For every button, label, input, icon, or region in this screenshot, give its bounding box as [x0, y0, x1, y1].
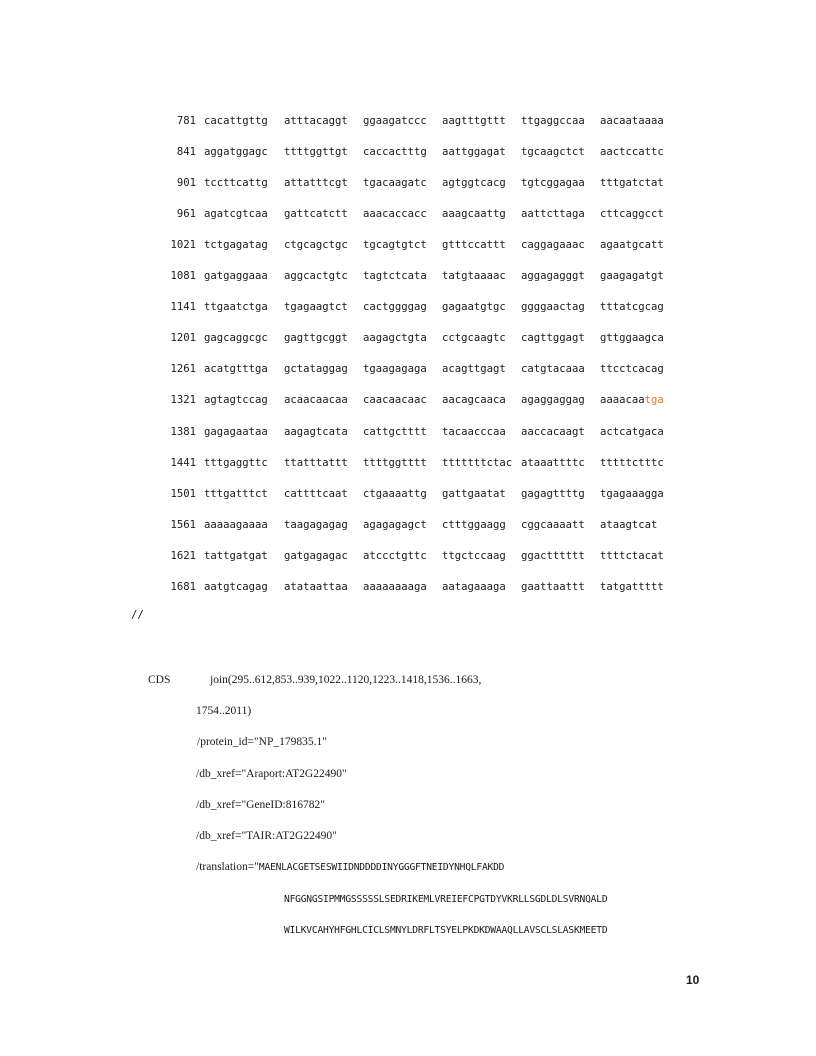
- sequence-chunk-text: caggagaaac: [521, 239, 585, 251]
- sequence-chunk: [284, 268, 348, 284]
- sequence-chunk-text: acagttgagt: [442, 363, 506, 375]
- sequence-chunk: [204, 424, 268, 440]
- sequence-chunk-text: gagaatgtgc: [442, 301, 506, 313]
- sequence-chunk: [284, 361, 348, 377]
- sequence-chunk: [600, 579, 664, 595]
- sequence-chunk-text: catgtacaaa: [521, 363, 585, 375]
- sequence-chunk-text: gagcaggcgc: [204, 332, 268, 344]
- sequence-chunk-text: aggcactgtc: [284, 270, 348, 282]
- sequence-chunk: [204, 113, 268, 129]
- sequence-chunk: [521, 268, 585, 284]
- sequence-chunk-text: cagttggagt: [521, 332, 585, 344]
- sequence-chunk-text: aattcttaga: [521, 208, 585, 220]
- sequence-chunk-text: aaacaccacc: [363, 208, 427, 220]
- sequence-chunk-text: aaaaagaaaa: [204, 519, 268, 531]
- sequence-chunk-text: tttttttctac: [442, 457, 513, 469]
- sequence-chunk-text: ttgctccaag: [442, 550, 506, 562]
- sequence-chunk-text: ctttggaagg: [442, 519, 506, 531]
- sequence-chunk: [204, 299, 268, 315]
- sequence-chunk-text: ataaattttc: [521, 457, 585, 469]
- sequence-chunk: [442, 330, 506, 346]
- sequence-chunk: [521, 299, 585, 315]
- sequence-chunk-text: ttttggtttt: [363, 457, 427, 469]
- sequence-chunk: [284, 144, 348, 160]
- sequence-line: [0, 361, 816, 377]
- sequence-chunk-text: tgagaagtct: [284, 301, 348, 313]
- sequence-chunk-text: ggggaactag: [521, 301, 585, 313]
- sequence-chunk: [600, 113, 664, 129]
- sequence-line: [0, 175, 816, 191]
- sequence-chunk: [600, 392, 664, 408]
- stop-codon-highlight: tga: [644, 394, 664, 406]
- sequence-position-number: 1561: [170, 519, 196, 531]
- sequence-chunk-text: aattggagat: [442, 146, 506, 158]
- sequence-chunk-text: aagagctgta: [363, 332, 427, 344]
- sequence-chunk-text: gagagttttg: [521, 488, 585, 500]
- sequence-chunk: [442, 486, 506, 502]
- sequence-chunk-text: tccttcattg: [204, 177, 268, 189]
- sequence-chunk: [284, 579, 348, 595]
- sequence-position-number: 1441: [170, 457, 196, 469]
- sequence-chunk-text: agagagagct: [363, 519, 427, 531]
- sequence-chunk-text: gaattaattt: [521, 581, 585, 593]
- sequence-position-number: 961: [176, 208, 196, 220]
- sequence-chunk-text: ttttctacat: [600, 550, 664, 562]
- sequence-chunk: [363, 517, 427, 533]
- sequence-chunk-text: aggatggagc: [204, 146, 268, 158]
- sequence-chunk: [600, 299, 664, 315]
- sequence-chunk-text: aaccacaagt: [521, 426, 585, 438]
- sequence-chunk-text: aaaacaa: [600, 394, 645, 406]
- sequence-chunk: [521, 361, 585, 377]
- sequence-chunk-text: caccactttg: [363, 146, 427, 158]
- db-xref-araport-qualifier: /db_xref="Araport:AT2G22490": [196, 768, 347, 780]
- sequence-position-number: 1381: [170, 426, 196, 438]
- sequence-chunk: [284, 392, 348, 408]
- sequence-chunk-text: ctgcagctgc: [284, 239, 348, 251]
- sequence-chunk-text: cacattgttg: [204, 115, 268, 127]
- sequence-chunk: [442, 144, 506, 160]
- sequence-chunk-text: ttttggttgt: [284, 146, 348, 158]
- sequence-line: [0, 579, 816, 595]
- sequence-chunk: [600, 361, 664, 377]
- sequence-chunk: [521, 455, 585, 471]
- sequence-chunk: [204, 268, 268, 284]
- sequence-chunk: [363, 455, 427, 471]
- sequence-chunk-text: cactggggag: [363, 301, 427, 313]
- sequence-chunk: [363, 392, 427, 408]
- sequence-chunk-text: aacaataaaa: [600, 115, 664, 127]
- cds-location-line-1: join(295..612,853..939,1022..1120,1223..1418,1536..1663,: [210, 674, 482, 686]
- sequence-chunk-text: aatagaaaga: [442, 581, 506, 593]
- sequence-line: [0, 144, 816, 160]
- sequence-chunk-text: tatgattttt: [600, 581, 664, 593]
- sequence-chunk: [442, 175, 506, 191]
- protein-id-qualifier: /protein_id="NP_179835.1": [197, 736, 327, 748]
- sequence-chunk-text: cattgctttt: [363, 426, 427, 438]
- sequence-chunk-text: tctgagatag: [204, 239, 268, 251]
- sequence-chunk-text: gattgaatat: [442, 488, 506, 500]
- sequence-chunk-text: gctataggag: [284, 363, 348, 375]
- sequence-chunk-text: taagagagag: [284, 519, 348, 531]
- sequence-chunk-text: aagtttgttt: [442, 115, 506, 127]
- sequence-line: [0, 237, 816, 253]
- sequence-position-number: 1321: [170, 394, 196, 406]
- page-number: 10: [686, 973, 700, 987]
- sequence-chunk: [284, 455, 348, 471]
- sequence-chunk: [363, 113, 427, 129]
- sequence-chunk: [600, 330, 664, 346]
- sequence-position-number: 1501: [170, 488, 196, 500]
- sequence-chunk: [204, 486, 268, 502]
- sequence-chunk: [204, 392, 268, 408]
- sequence-chunk: [600, 486, 664, 502]
- sequence-chunk: [284, 206, 348, 222]
- sequence-chunk: [284, 299, 348, 315]
- sequence-chunk-text: aagagtcata: [284, 426, 348, 438]
- sequence-chunk: [284, 175, 348, 191]
- sequence-chunk-text: agtagtccag: [204, 394, 268, 406]
- sequence-position-number: 1201: [170, 332, 196, 344]
- sequence-chunk: [521, 548, 585, 564]
- sequence-chunk-text: cctgcaagtc: [442, 332, 506, 344]
- sequence-chunk-text: tatgtaaaac: [442, 270, 506, 282]
- sequence-chunk: [521, 206, 585, 222]
- sequence-chunk: [363, 424, 427, 440]
- sequence-chunk-text: acatgtttga: [204, 363, 268, 375]
- sequence-chunk: [521, 486, 585, 502]
- sequence-position-number: 781: [176, 115, 196, 127]
- sequence-chunk: [204, 517, 268, 533]
- sequence-chunk-text: tttgatctat: [600, 177, 664, 189]
- sequence-chunk-text: tattgatgat: [204, 550, 268, 562]
- sequence-line: [0, 299, 816, 315]
- translation-qualifier: [196, 859, 504, 876]
- sequence-position-number: 1021: [170, 239, 196, 251]
- sequence-chunk: [600, 144, 664, 160]
- db-xref-geneid-qualifier: /db_xref="GeneID:816782": [196, 799, 325, 811]
- sequence-chunk-text: acaacaacaa: [284, 394, 348, 406]
- sequence-chunk-text: agtggtcacg: [442, 177, 506, 189]
- sequence-chunk: [204, 455, 268, 471]
- sequence-chunk-text: tacaacccaa: [442, 426, 506, 438]
- sequence-position-number: 1141: [170, 301, 196, 313]
- sequence-chunk: [600, 517, 657, 533]
- sequence-line: [0, 517, 816, 533]
- sequence-chunk: [363, 486, 427, 502]
- sequence-chunk-text: cggcaaaatt: [521, 519, 585, 531]
- translation-line-1: MAENLACGETSESWIIDNDDDDINYGGGFTNEIDYNHQLFAKDD: [258, 862, 505, 873]
- sequence-chunk: [442, 455, 512, 471]
- sequence-chunk-text: ataagtcat: [600, 519, 658, 531]
- sequence-chunk-text: gagagaataa: [204, 426, 268, 438]
- sequence-line: [0, 268, 816, 284]
- sequence-chunk: [363, 206, 427, 222]
- sequence-chunk: [284, 330, 348, 346]
- sequence-chunk-text: tttgatttct: [204, 488, 268, 500]
- sequence-chunk: [521, 517, 585, 533]
- sequence-chunk: [521, 113, 585, 129]
- sequence-chunk-text: aatgtcagag: [204, 581, 268, 593]
- sequence-chunk: [363, 144, 427, 160]
- sequence-chunk-text: tgcagtgtct: [363, 239, 427, 251]
- sequence-chunk: [204, 330, 268, 346]
- sequence-chunk: [442, 268, 506, 284]
- sequence-chunk: [204, 361, 268, 377]
- sequence-chunk: [204, 237, 268, 253]
- sequence-chunk: [442, 392, 506, 408]
- db-xref-tair-qualifier: /db_xref="TAIR:AT2G22490": [196, 830, 337, 842]
- sequence-chunk: [204, 144, 268, 160]
- sequence-chunk-text: tgacaagatc: [363, 177, 427, 189]
- sequence-chunk-text: atccctgttc: [363, 550, 427, 562]
- sequence-chunk-text: tgaagagaga: [363, 363, 427, 375]
- sequence-position-number: 1681: [170, 581, 196, 593]
- sequence-chunk-text: tgcaagctct: [521, 146, 585, 158]
- sequence-line: [0, 548, 816, 564]
- sequence-chunk-text: gattcatctt: [284, 208, 348, 220]
- sequence-chunk: [600, 206, 664, 222]
- sequence-chunk: [284, 237, 348, 253]
- sequence-chunk-text: atataattaa: [284, 581, 348, 593]
- sequence-chunk: [600, 424, 664, 440]
- sequence-chunk: [600, 268, 664, 284]
- sequence-chunk: [521, 392, 585, 408]
- sequence-chunk: [363, 175, 427, 191]
- sequence-chunk-text: ggactttttt: [521, 550, 585, 562]
- sequence-chunk-text: agaggaggag: [521, 394, 585, 406]
- sequence-chunk-text: ttgaatctga: [204, 301, 268, 313]
- sequence-chunk: [363, 299, 427, 315]
- sequence-chunk: [442, 237, 506, 253]
- sequence-chunk: [284, 548, 348, 564]
- sequence-line: [0, 330, 816, 346]
- sequence-chunk: [363, 579, 427, 595]
- translation-line-3: WILKVCAHYHFGHLCICLSMNYLDRFLTSYELPKDKDWAAQLLAVSCLSLASKMEETD: [284, 925, 608, 936]
- sequence-chunk-text: tttgaggttc: [204, 457, 268, 469]
- sequence-chunk: [442, 424, 506, 440]
- cds-location-line-2: 1754..2011): [196, 705, 252, 717]
- record-end-marker: //: [131, 609, 144, 621]
- sequence-chunk: [521, 330, 585, 346]
- sequence-chunk: [442, 517, 506, 533]
- sequence-chunk: [284, 424, 348, 440]
- sequence-chunk-text: gttggaagca: [600, 332, 664, 344]
- sequence-chunk-text: gatgagagac: [284, 550, 348, 562]
- sequence-chunk: [442, 361, 506, 377]
- sequence-chunk: [521, 424, 585, 440]
- sequence-chunk: [521, 237, 585, 253]
- sequence-chunk-text: aaaaaaaaga: [363, 581, 427, 593]
- sequence-line: [0, 392, 816, 408]
- sequence-chunk-text: ttgaggccaa: [521, 115, 585, 127]
- sequence-chunk: [521, 579, 585, 595]
- sequence-chunk: [442, 113, 506, 129]
- sequence-chunk-text: tagtctcata: [363, 270, 427, 282]
- sequence-position-number: 1261: [170, 363, 196, 375]
- sequence-chunk-text: aaagcaattg: [442, 208, 506, 220]
- sequence-chunk-text: tgtcggagaa: [521, 177, 585, 189]
- sequence-chunk-text: gagttgcggt: [284, 332, 348, 344]
- sequence-chunk-text: actcatgaca: [600, 426, 664, 438]
- sequence-chunk-text: cttcaggcct: [600, 208, 664, 220]
- sequence-chunk: [363, 361, 427, 377]
- sequence-chunk: [600, 455, 664, 471]
- sequence-chunk: [284, 113, 348, 129]
- sequence-chunk: [442, 579, 506, 595]
- sequence-line: [0, 424, 816, 440]
- sequence-chunk: [363, 237, 427, 253]
- sequence-chunk-text: caacaacaac: [363, 394, 427, 406]
- sequence-chunk: [521, 144, 585, 160]
- sequence-chunk: [600, 175, 664, 191]
- sequence-chunk-text: gtttccattt: [442, 239, 506, 251]
- sequence-chunk-text: tgagaaagga: [600, 488, 664, 500]
- sequence-chunk-text: aggagagggt: [521, 270, 585, 282]
- sequence-chunk-text: attatttcgt: [284, 177, 348, 189]
- sequence-line: [0, 113, 816, 129]
- sequence-chunk-text: agatcgtcaa: [204, 208, 268, 220]
- sequence-chunk: [204, 579, 268, 595]
- sequence-chunk-text: ctgaaaattg: [363, 488, 427, 500]
- sequence-line: [0, 206, 816, 222]
- sequence-chunk: [521, 175, 585, 191]
- sequence-line: [0, 455, 816, 471]
- sequence-chunk: [284, 486, 348, 502]
- sequence-chunk-text: tttttctttc: [600, 457, 664, 469]
- sequence-chunk-text: aacagcaaca: [442, 394, 506, 406]
- sequence-chunk: [600, 237, 664, 253]
- sequence-chunk-text: ttatttattt: [284, 457, 348, 469]
- sequence-chunk-text: ttcctcacag: [600, 363, 664, 375]
- sequence-chunk-text: agaatgcatt: [600, 239, 664, 251]
- sequence-position-number: 841: [176, 146, 196, 158]
- sequence-chunk-text: aactccattc: [600, 146, 664, 158]
- sequence-chunk: [204, 548, 268, 564]
- sequence-chunk: [442, 299, 506, 315]
- sequence-chunk: [204, 206, 268, 222]
- sequence-chunk: [442, 548, 506, 564]
- sequence-position-number: 1081: [170, 270, 196, 282]
- sequence-chunk-text: atttacaggt: [284, 115, 348, 127]
- sequence-chunk-text: tttatcgcag: [600, 301, 664, 313]
- sequence-chunk: [363, 268, 427, 284]
- sequence-position-number: 1621: [170, 550, 196, 562]
- translation-line-2: NFGGNGSIPMMGSSSSSLSEDRIKEMLVREIEFCPGTDYVKRLLSGDLDLSVRNQALD: [284, 894, 608, 905]
- sequence-position-number: 901: [176, 177, 196, 189]
- sequence-chunk: [600, 548, 664, 564]
- sequence-chunk: [284, 517, 348, 533]
- sequence-chunk: [204, 175, 268, 191]
- sequence-chunk: [363, 548, 427, 564]
- sequence-chunk-text: cattttcaat: [284, 488, 348, 500]
- sequence-chunk-text: gaagagatgt: [600, 270, 664, 282]
- sequence-chunk: [442, 206, 506, 222]
- sequence-chunk-text: ggaagatccc: [363, 115, 427, 127]
- translation-prefix: /translation=": [196, 861, 259, 873]
- sequence-chunk: [363, 330, 427, 346]
- cds-label: CDS: [148, 674, 171, 686]
- sequence-chunk-text: gatgaggaaa: [204, 270, 268, 282]
- sequence-line: [0, 486, 816, 502]
